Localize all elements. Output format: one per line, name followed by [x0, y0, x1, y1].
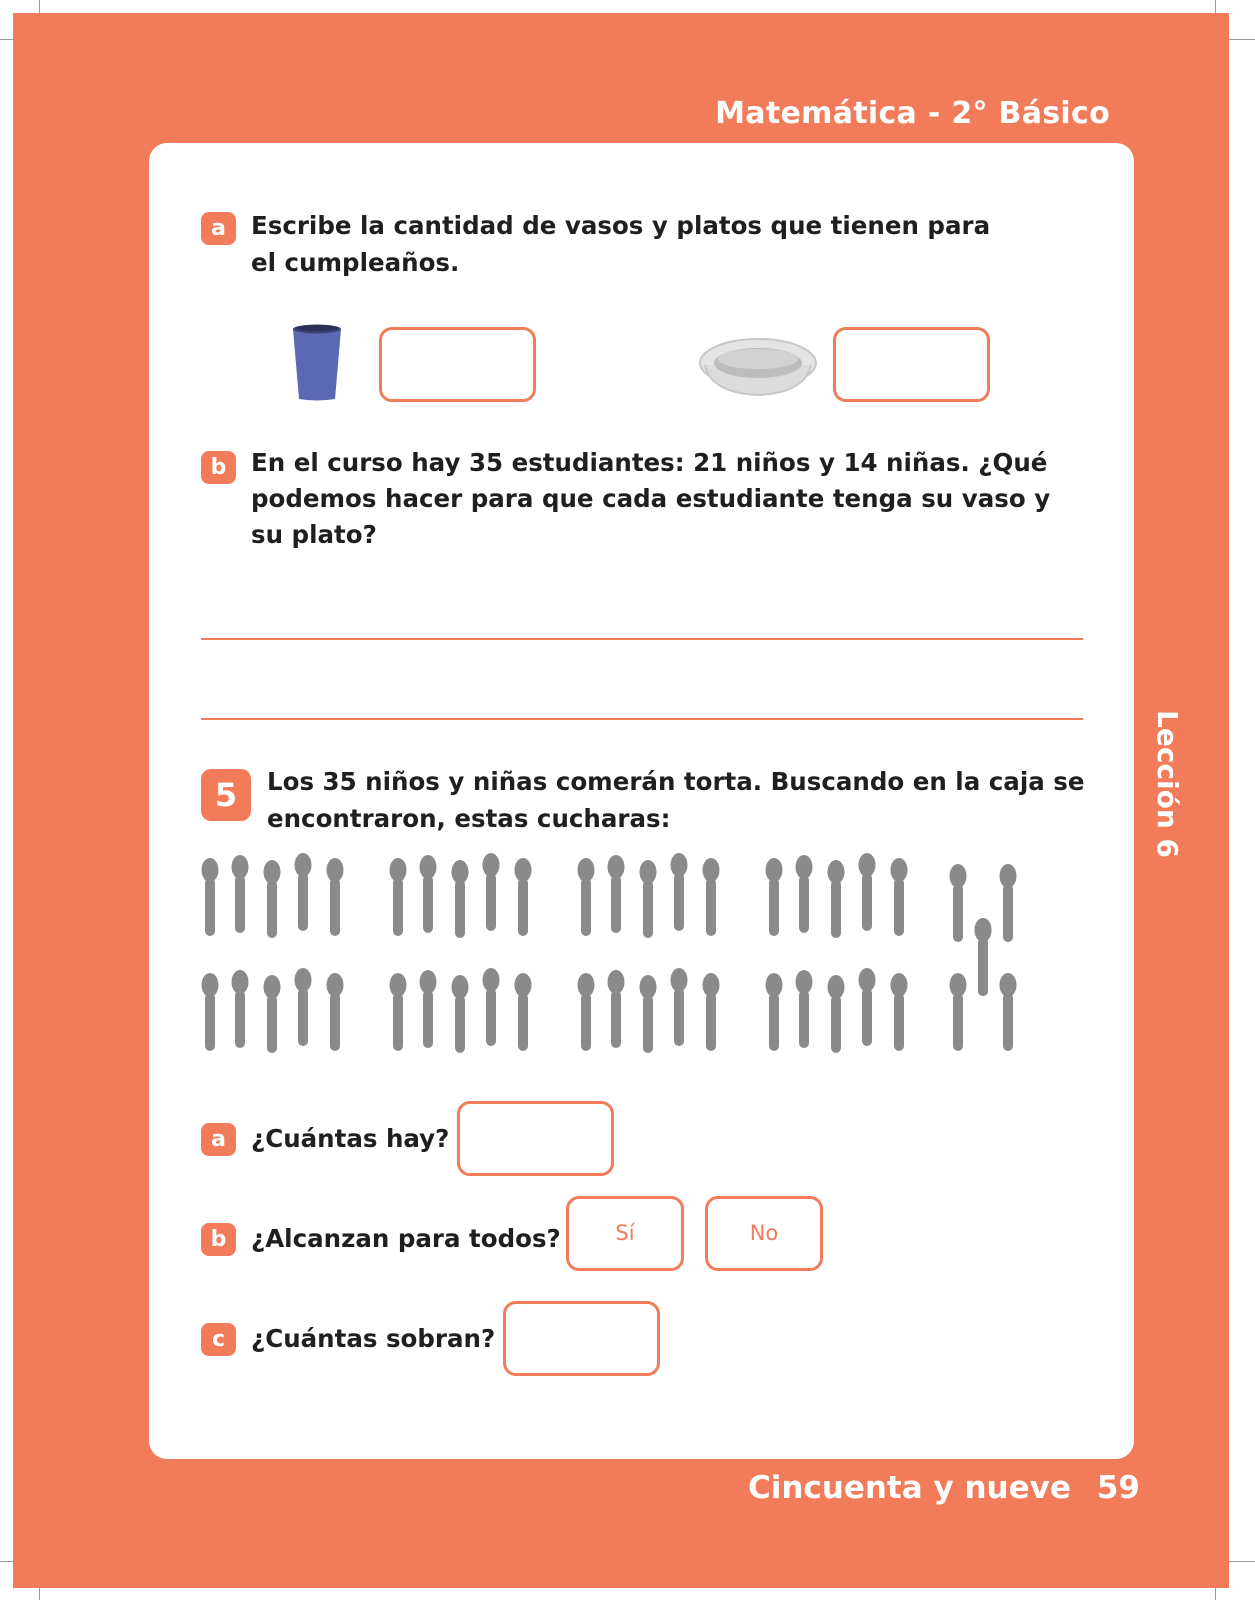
spoon-icon: [420, 855, 437, 933]
spoon-icon: [578, 973, 595, 1051]
spoon-icon: [1000, 864, 1017, 942]
badge-q-a: a: [201, 1123, 236, 1156]
spoon-icon: [515, 858, 532, 936]
spoon-icon: [703, 858, 720, 936]
spoon-icon: [950, 864, 967, 942]
spoon-icon: [232, 855, 249, 933]
spoon-icon: [390, 858, 407, 936]
spoon-icon: [640, 860, 657, 938]
spoon-icon: [950, 973, 967, 1051]
spoon-icon: [483, 853, 500, 931]
option-no-button[interactable]: No: [705, 1196, 823, 1271]
spoon-icon: [891, 973, 908, 1051]
badge-b: b: [201, 451, 236, 484]
question-c-text: ¿Cuántas sobran?: [251, 1324, 496, 1353]
spoon-icon: [232, 970, 249, 1048]
exercise5-line2: encontraron, estas cucharas:: [267, 804, 671, 833]
part-b-line3: su plato?: [251, 520, 377, 549]
spoon-icon: [975, 918, 992, 996]
spoon-icon: [202, 858, 219, 936]
part-b-line1: En el curso hay 35 estudiantes: 21 niños y 14 niñas. ¿Qué: [251, 448, 1048, 477]
worksheet-card: [149, 143, 1134, 1459]
spoon-icon: [390, 973, 407, 1051]
page-number: 59: [1096, 1470, 1140, 1506]
exercise-number: 5: [201, 769, 251, 821]
spoon-icon: [828, 975, 845, 1053]
question-a-text: ¿Cuántas hay?: [251, 1124, 450, 1153]
spoon-icon: [202, 973, 219, 1051]
spoon-icon: [452, 860, 469, 938]
spoon-icon: [766, 973, 783, 1051]
spoon-icon: [608, 855, 625, 933]
spoon-icon: [608, 970, 625, 1048]
spoon-icon: [640, 975, 657, 1053]
exercise5-line1: Los 35 niños y niñas comerán torta. Buscando en la caja se: [267, 767, 1085, 796]
spoon-icon: [420, 970, 437, 1048]
spoon-icon: [327, 973, 344, 1051]
spoon-count-input[interactable]: [457, 1101, 614, 1176]
lesson-tab: [1144, 710, 1184, 870]
spoon-icon: [828, 860, 845, 938]
spoon-icon: [671, 853, 688, 931]
spoon-icon: [766, 858, 783, 936]
spoon-icon: [295, 853, 312, 931]
badge-q-c: c: [201, 1323, 236, 1356]
spoon-icon: [264, 860, 281, 938]
spoon-icon: [891, 858, 908, 936]
lesson-label: Lección 6: [1151, 710, 1184, 859]
spoon-icon: [452, 975, 469, 1053]
spoon-icon: [515, 973, 532, 1051]
spoon-icon: [1000, 973, 1017, 1051]
page-number-words: Cincuenta y nueve: [747, 1470, 1071, 1506]
spoon-icon: [796, 855, 813, 933]
spoon-icon: [327, 858, 344, 936]
spoon-icon: [703, 973, 720, 1051]
spoon-icon: [859, 968, 876, 1046]
spoon-icon: [483, 968, 500, 1046]
leftover-count-input[interactable]: [503, 1301, 660, 1376]
spoon-icon: [796, 970, 813, 1048]
spoon-icon: [671, 968, 688, 1046]
badge-a: a: [201, 212, 236, 245]
page-footer: [748, 1470, 1140, 1506]
crop-mark: [1229, 1561, 1255, 1562]
spoon-icon: [295, 968, 312, 1046]
spoon-icon: [264, 975, 281, 1053]
option-yes-button[interactable]: Sí: [566, 1196, 684, 1271]
part-a-line1: Escribe la cantidad de vasos y platos que tienen para: [251, 211, 991, 240]
question-b-text: ¿Alcanzan para todos?: [251, 1224, 561, 1253]
part-b-line2: podemos hacer para que cada estudiante tenga su vaso y: [251, 484, 1051, 513]
badge-q-b: b: [201, 1223, 236, 1256]
header-title: Matemática - 2° Básico: [715, 96, 1110, 131]
spoon-icon: [859, 853, 876, 931]
crop-mark: [1229, 39, 1255, 40]
spoon-icon: [578, 858, 595, 936]
part-a-line2: el cumpleaños.: [251, 248, 460, 277]
